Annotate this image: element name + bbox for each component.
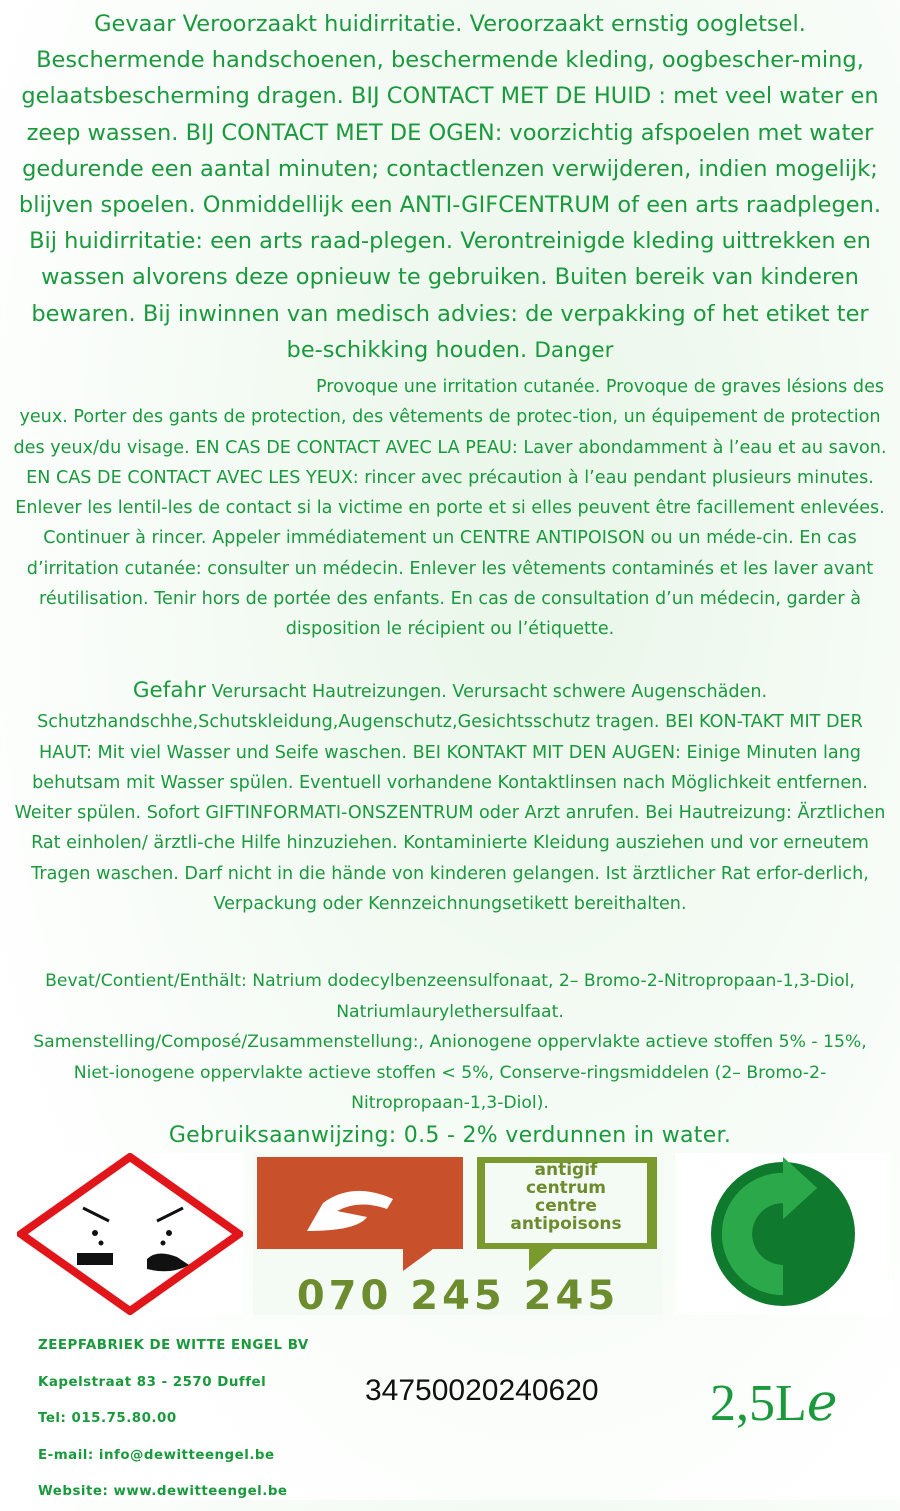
company-email: E-mail: info@dewitteengel.be — [38, 1447, 275, 1463]
volume-label: 2,5Lℯ — [710, 1375, 838, 1432]
green-dot-pictogram — [675, 1153, 892, 1315]
de-text: Verursacht Hautreizungen. Verursacht schwere Augenschäden. Schutzhandschhe,Schutskleidung,Augenschutz,Gesichtsschutz tragen. BEI KON-TAKT MIT DER HAUT: Mit viel Wasser und Seife waschen. BEI KONTAKT MIT DEN AUGEN: Einige Minuten lang behutsam mit Wasser spülen. Eventuell vorhandene Kontaktlinsen nach Möglichkeit entfernen. Weiter spülen. Sofort GIFTINFORMATI-ONSZENTRUM oder Arzt anrufen. Bei Hautreizung: Ärztlichen Rat einholen/ ärztli-che Hilfe hinzuziehen. Kontaminierte Kleidung ausziehen und vor erneutem Tragen waschen. Darf nicht in die hände von kinderen gelangen. Ist ärztlicher Rat erfor-derlich, Verpackung oder Kennzeichnungsetikett bereithalten. — [14, 682, 886, 915]
dutch-warning-text — [12, 6, 888, 369]
antigif-line2: centrum — [525, 1178, 607, 1198]
antigif-text-block — [485, 1161, 647, 1233]
green-dot-icon — [675, 1153, 892, 1315]
ingredients-text: Bevat/Contient/Enthält: Natrium dodecylbenzeensulfonaat, 2– Bromo-2-Nitropropaan-1,3-Diol, Natriumlaurylethersulfaat. — [45, 971, 855, 1022]
antigif-line4: antipoisons — [510, 1214, 622, 1234]
company-tel: Tel: 015.75.80.00 — [38, 1411, 177, 1426]
company-website: Website: www.dewitteengel.be — [38, 1484, 288, 1499]
composition-text: Samenstelling/Composé/Zusammenstellung:, Anionogene oppervlakte actieve stoffen 5% - 15%, Niet-ionogene oppervlakte actieve stoffen < 5%, Conserve-ringsmiddelen (2– Bromo-2-Nitropropaan-1,3-Diol). — [33, 1032, 867, 1113]
french-warning-text — [12, 372, 888, 645]
antigif-line3: centre — [535, 1196, 597, 1216]
company-address: Kapelstraat 83 - 2570 Duffel — [38, 1374, 267, 1390]
company-info — [38, 1328, 309, 1511]
usage-instructions: Gebruiksaanwijzing: 0.5 - 2% verdunnen in water. — [168, 1123, 732, 1148]
antigif-centrum-logo — [253, 1153, 663, 1315]
corrosion-icon — [17, 1153, 243, 1315]
company-name: ZEEPFABRIEK DE WITTE ENGEL BV — [38, 1338, 309, 1353]
fr-text: Provoque une irritation cutanée. Provoque de graves lésions des yeux. Porter des gants de protection, des vêtements de protec-tion, un équipement de protection des yeux/du visage. EN CAS DE CONTACT AVEC LA PEAU: Laver abondamment à l’eau et au savon. EN CAS DE CONTACT AVEC LES YEUX: rincer avec précaution à l’eau pendant plusieurs minutes. Enlever les lentil-les de contact si la victime en porte et si elles peuvent être facillement enlevées. Continuer à rincer. Appeler immédiatement un CENTRE ANTIPOISON ou un méde-cin. En cas d’irritation cutanée: consulter un médecin. Enlever les vêtements contaminés et les laver avant réutilisation. Tenir hors de portée des enfants. En cas de consultation d’un médecin, garder à disposition le récipient ou l’étiquette. — [13, 377, 887, 640]
german-warning-text — [12, 676, 888, 919]
antigif-line1: antigif — [534, 1160, 598, 1180]
ingredients-block — [20, 966, 880, 1119]
antigif-phone-number: 070 245 245 — [296, 1273, 620, 1315]
nl-text: Gevaar Veroorzaakt huidirritatie. Veroorzaakt ernstig oogletsel. Beschermende handschoenen, beschermende kleding, oogbescher-ming, gelaatsbescherming dragen. BIJ CONTACT MET DE HUID : met veel water en zeep wassen. BIJ CONTACT MET DE OGEN: voorzichtig afspoelen met water gedurende een aantal minuten; contactlenzen verwijderen, indien mogelijk; blijven spoelen. Onmiddellijk een ANTI-GIFCENTRUM of een arts raadplegen. Bij huidirritatie: een arts raad-plegen. Verontreinigde kleding uittrekken en wassen alvorens deze opnieuw te gebruiken. Buiten bereik van kinderen bewaren. Bij inwinnen van medisch advies: de verpakking of het etiket ter be-schikking houden. — [18, 11, 882, 363]
product-code: 34750020240620 — [365, 1374, 599, 1407]
corrosion-pictogram — [17, 1153, 243, 1315]
fr-hazard-word: Danger — [534, 337, 614, 363]
de-hazard-word: Gefahr — [132, 678, 206, 703]
